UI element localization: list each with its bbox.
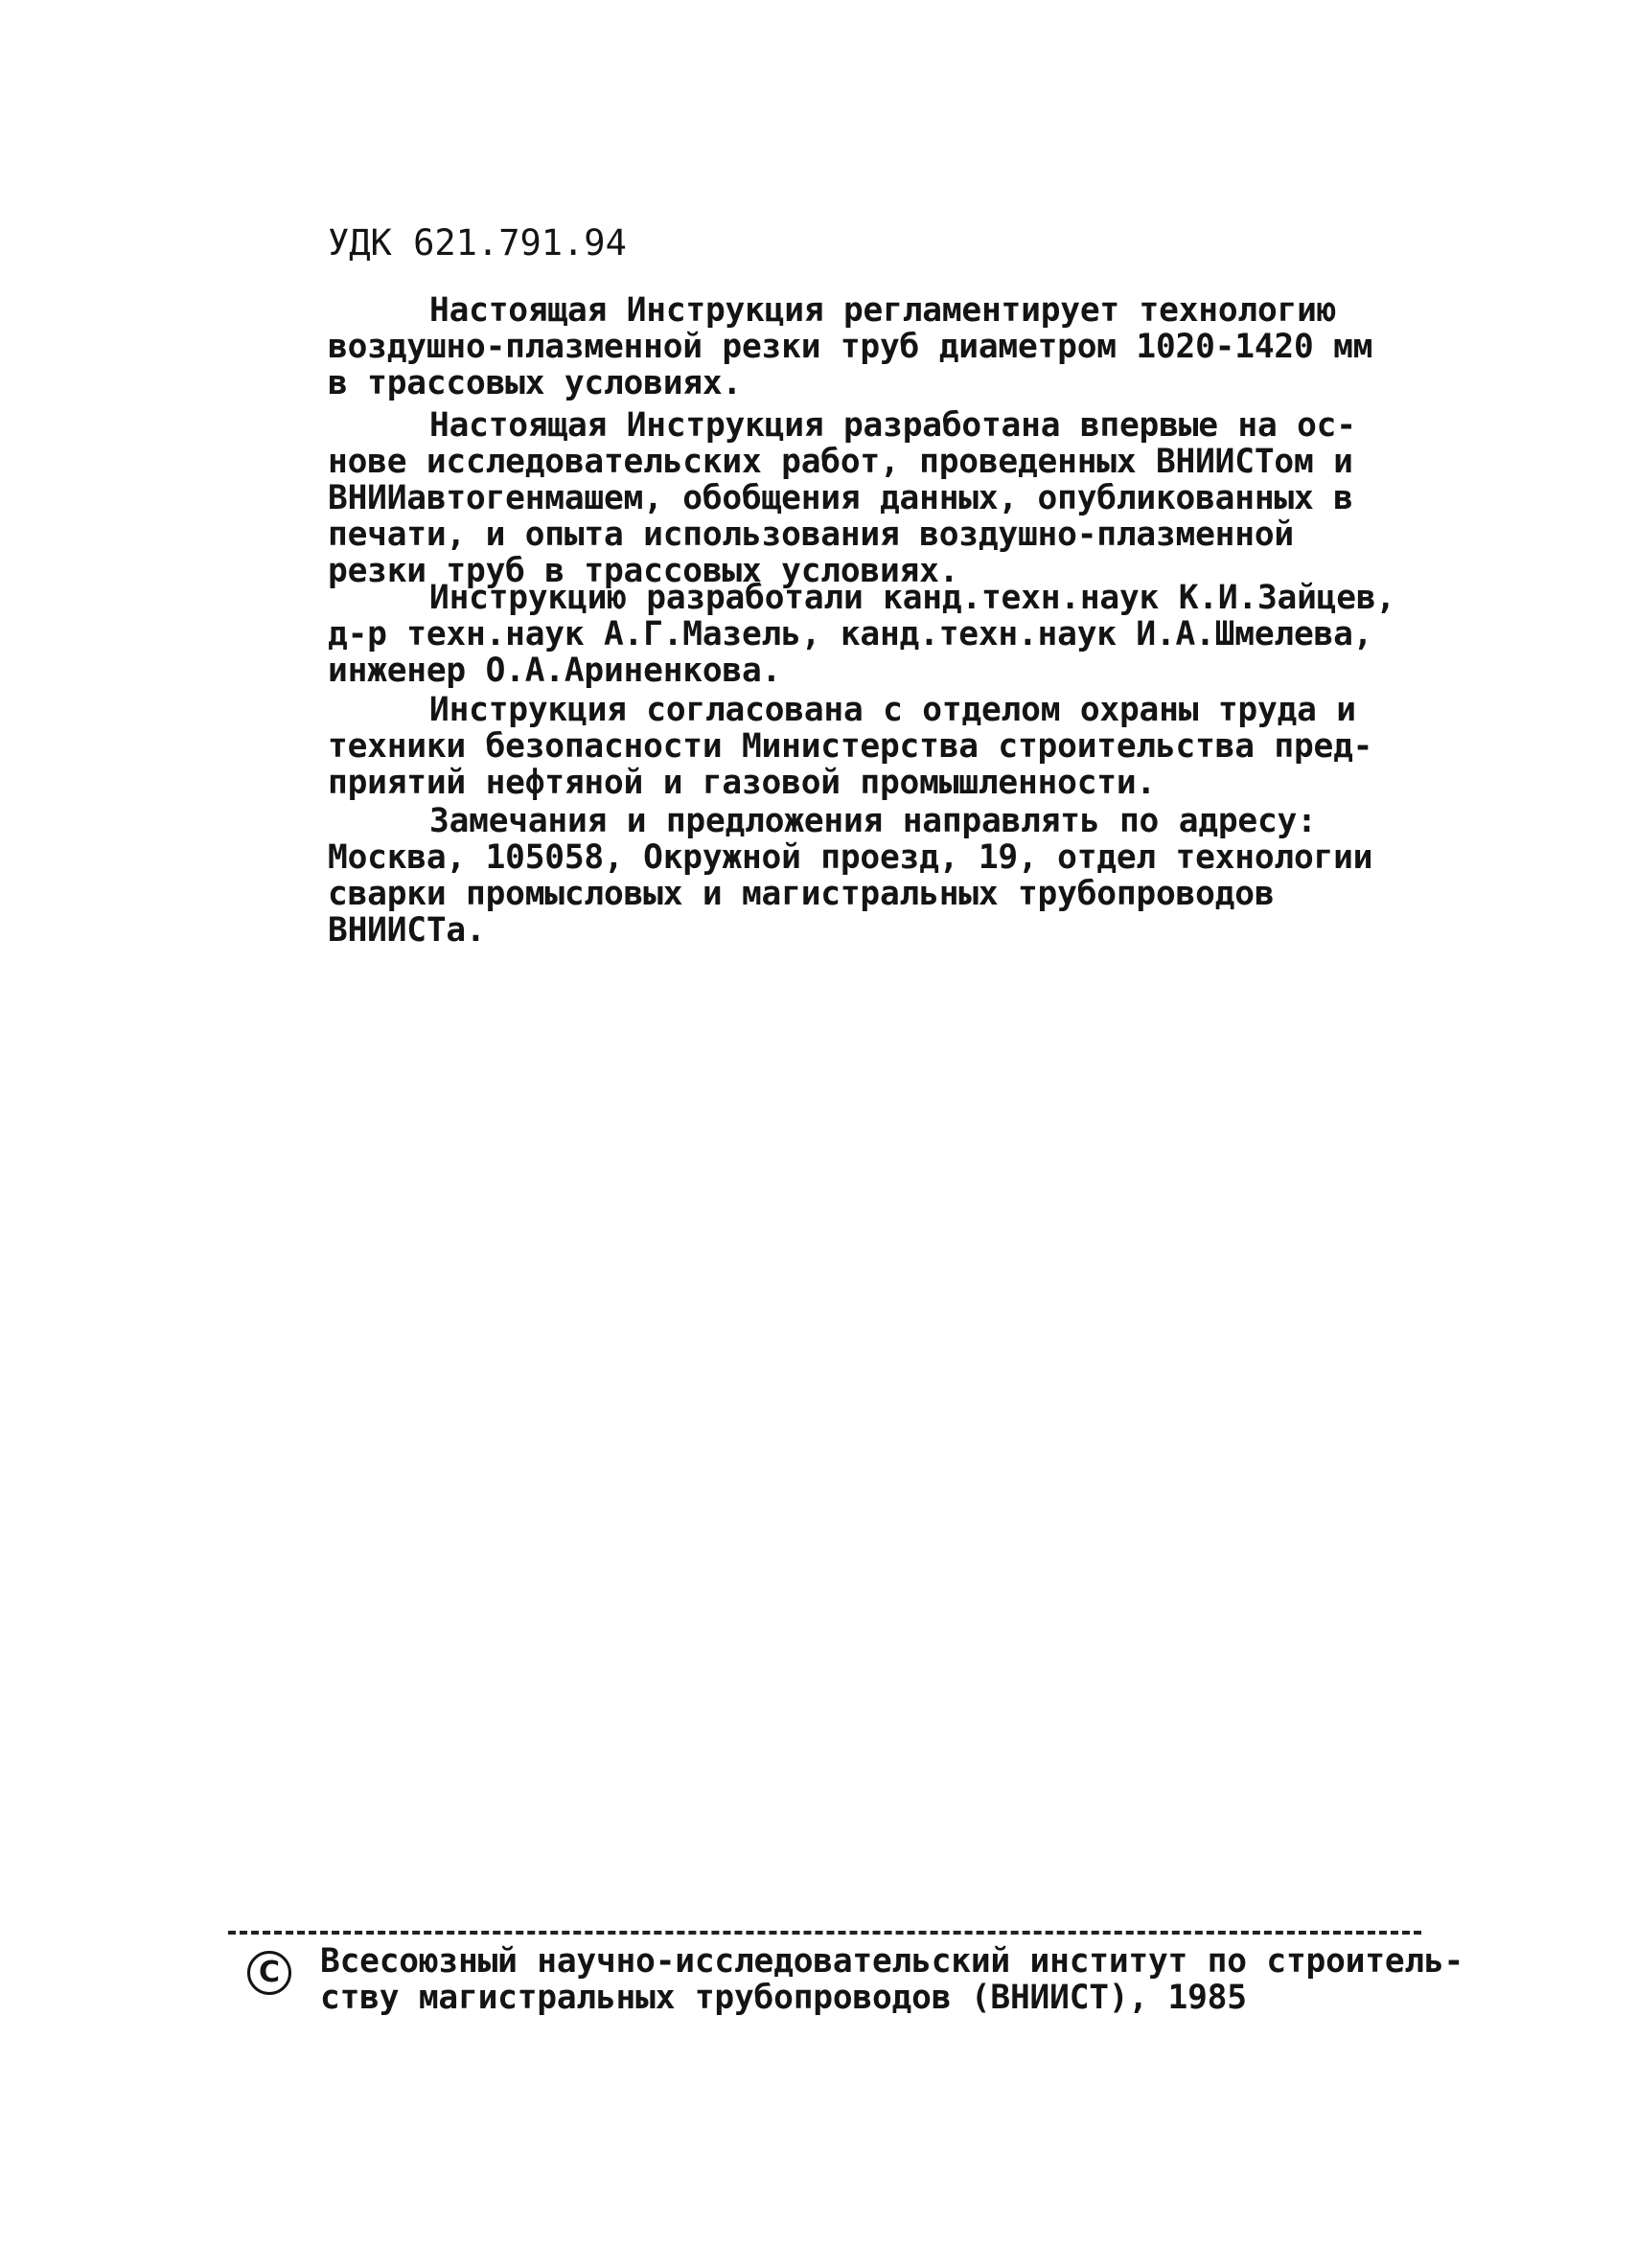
paragraph-line: Замечания и предложения направлять по адресу: — [429, 802, 1317, 840]
paragraph-line: ВНИИавтогенмашем, обобщения данных, опубликованных в — [328, 479, 1353, 517]
paragraph-basis — [328, 407, 1356, 589]
paragraph-approval — [328, 692, 1372, 801]
copyright-line: ству магистральных трубопроводов (ВНИИСТ), 1985 — [320, 1979, 1247, 2017]
copyright-line: Всесоюзный научно-исследовательский институт по строитель- — [320, 1942, 1464, 1981]
copyright-icon: С — [247, 1951, 291, 1995]
paragraph-line: Москва, 105058, Окружной проезд, 19, отдел технологии — [328, 838, 1373, 877]
paragraph-scope — [328, 292, 1372, 401]
footer-divider — [228, 1931, 1421, 1935]
paragraph-line: приятий нефтяной и газовой промышленности. — [328, 764, 1156, 802]
paragraph-line: Инструкцию разработали канд.техн.наук К.И.Зайцев, — [429, 579, 1395, 617]
paragraph-line: воздушно-плазменной резки труб диаметром 1020-1420 мм — [328, 328, 1373, 366]
paragraph-line: резки труб в трассовых условиях. — [328, 552, 959, 590]
paragraph-line: Инструкция согласована с отделом охраны труда и — [429, 691, 1356, 729]
copyright-text — [320, 1943, 1463, 2016]
paragraph-line: ВНИИСТа. — [328, 911, 486, 950]
paragraph-line: Настоящая Инструкция разработана впервые на ос- — [429, 406, 1356, 445]
paragraph-line: нове исследовательских работ, проведенных ВНИИСТом и — [328, 443, 1353, 481]
udk-code: УДК 621.791.94 — [328, 222, 627, 263]
paragraph-line: сварки промысловых и магистральных трубопроводов — [328, 875, 1275, 913]
paragraph-line: инженер О.А.Ариненкова. — [328, 652, 782, 690]
paragraph-authors — [328, 580, 1395, 689]
paragraph-line: Настоящая Инструкция регламентирует технологию — [429, 291, 1337, 330]
paragraph-line: д-р техн.наук А.Г.Мазель, канд.техн.наук И.А.Шмелева, — [328, 615, 1373, 653]
paragraph-line: техники безопасности Министерства строительства пред- — [328, 727, 1373, 766]
paragraph-line: в трассовых условиях. — [328, 364, 742, 402]
paragraph-address — [328, 803, 1372, 949]
paragraph-line: печати, и опыта использования воздушно-плазменной — [328, 515, 1294, 554]
